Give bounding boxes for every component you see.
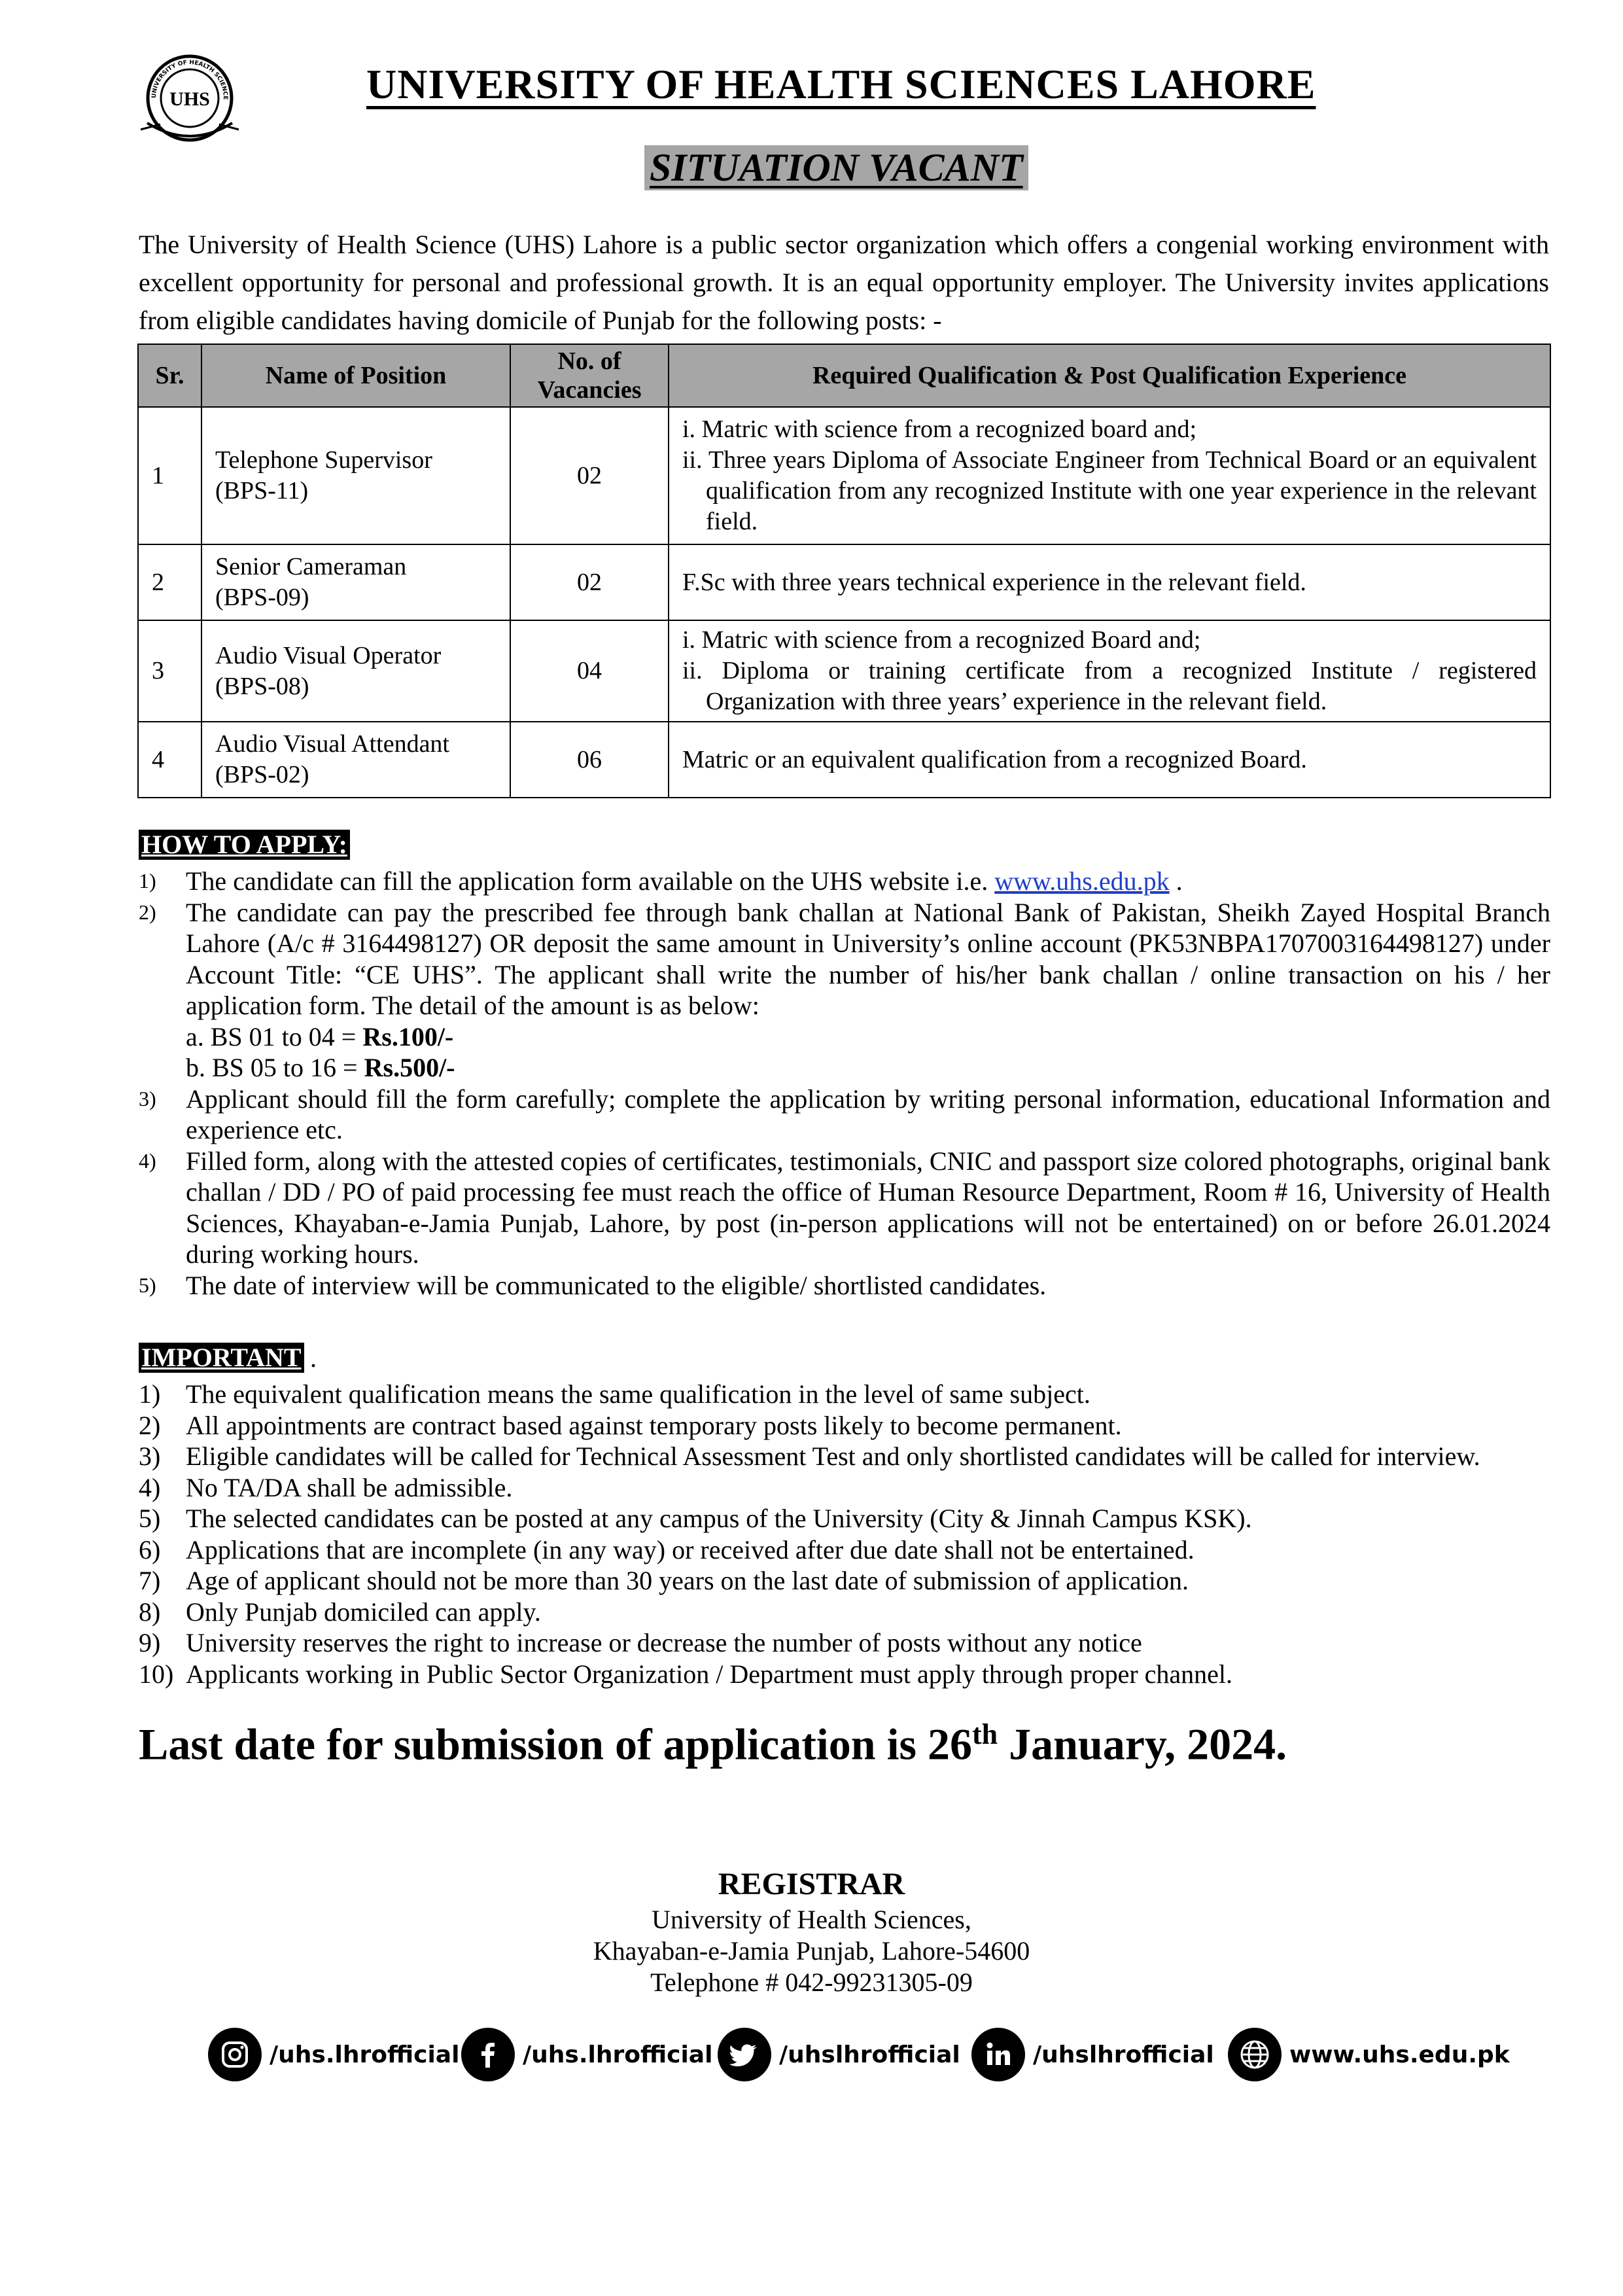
important-text: Applicants working in Public Sector Organization / Department must apply through proper channel.: [186, 1659, 1233, 1689]
heading-period: .: [310, 1343, 317, 1373]
list-number: 7): [139, 1566, 161, 1595]
list-item: [139, 1503, 1550, 1534]
fee-amount: Rs.500/-: [364, 1053, 455, 1082]
social-twitter[interactable]: [718, 2027, 960, 2082]
important-text: The selected candidates can be posted at any campus of the University (City & Jinnah Campus KSK).: [186, 1504, 1252, 1533]
table-row: [138, 722, 1550, 798]
list-number: 3): [139, 1086, 156, 1110]
list-item: [139, 1565, 1550, 1597]
row-sr: 4: [138, 722, 201, 798]
apply-step-end: .: [1169, 866, 1183, 896]
header-position: Name of Position: [201, 344, 510, 407]
list-item: [139, 1472, 1550, 1504]
list-item: [139, 1379, 1550, 1410]
header-sr: Sr.: [138, 344, 201, 407]
list-number: 1): [139, 869, 156, 892]
apply-step-text: Applicant should fill the form carefully; complete the application by writing personal information, educational Information and experience etc.: [186, 1084, 1550, 1144]
facebook-icon: [461, 2028, 515, 2081]
position-name: Audio Visual Attendant: [215, 730, 449, 758]
fee-item: [139, 1052, 1550, 1084]
qualification-line: Matric or an equivalent qualification from a recognized Board.: [682, 745, 1307, 773]
position-name: Senior Cameraman: [215, 553, 407, 580]
apply-step-text: Filled form, along with the attested copies of certificates, testimonials, CNIC and passport size colored photographs, original bank challan / DD / PO of paid processing fee must reach the office of Human Resource Department, Room # 16, University of Health Sciences, Khayaban-e-Jamia Punjab, Lahore, by post (in-person applications will not be entertained) on or before 26.01.2024 during working hours.: [186, 1146, 1550, 1269]
header-vacancies: No. of Vacancies: [510, 344, 669, 407]
fee-label: a. BS 01 to 04 =: [186, 1021, 363, 1051]
globe-icon: [1228, 2028, 1282, 2081]
list-number: 2): [139, 900, 156, 924]
list-number: 6): [139, 1534, 161, 1564]
important-text: Eligible candidates will be called for Technical Assessment Test and only shortlisted candidates will be called for interview.: [186, 1441, 1480, 1471]
last-date-text: Last date for submission of application is 26: [139, 1719, 972, 1769]
qualification-line: ii. Diploma or training certificate from a recognized Institute / registered Organization with three years’ experience in the relevant field.: [682, 657, 1537, 715]
row-vacancies: 04: [510, 620, 669, 722]
position-bps: (BPS-02): [215, 761, 309, 788]
last-date-notice: [139, 1718, 1287, 1771]
important-text: Age of applicant should not be more than 30 years on the last date of submission of application.: [186, 1566, 1189, 1595]
twitter-icon: [718, 2028, 771, 2081]
social-handle: /uhs.lhrofficial: [270, 2041, 460, 2068]
fee-amount: Rs.100/-: [362, 1021, 454, 1051]
apply-step-text: The date of interview will be communicated to the eligible/ shortlisted candidates.: [186, 1270, 1047, 1300]
position-bps: (BPS-11): [215, 477, 309, 504]
list-number: 3): [139, 1441, 161, 1471]
list-number: 5): [139, 1504, 161, 1533]
row-position: [201, 722, 510, 798]
important-text: The equivalent qualification means the same qualification in the level of same subject.: [186, 1379, 1091, 1409]
list-number: 10): [139, 1659, 174, 1689]
position-name: Telephone Supervisor: [215, 446, 432, 474]
header-qualification: Required Qualification & Post Qualification Experience: [669, 344, 1550, 407]
last-date-text-end: January, 2024.: [998, 1719, 1287, 1769]
important-text: All appointments are contract based against temporary posts likely to become permanent.: [186, 1410, 1122, 1440]
important-text: No TA/DA shall be admissible.: [186, 1472, 513, 1502]
social-facebook[interactable]: [461, 2027, 712, 2082]
row-position: [201, 407, 510, 544]
list-item: [139, 1084, 1550, 1146]
table-header-row: [138, 344, 1550, 407]
linkedin-icon: [971, 2028, 1025, 2081]
important-list: [139, 1379, 1550, 1689]
instagram-icon: [208, 2028, 262, 2081]
apply-step-text: The candidate can fill the application form available on the UHS website i.e.: [186, 866, 995, 896]
row-sr: 3: [138, 620, 201, 722]
row-qualification: [669, 544, 1550, 620]
registrar-address: [0, 1904, 1623, 1998]
address-line: Khayaban-e-Jamia Punjab, Lahore-54600: [593, 1936, 1030, 1966]
how-to-apply-list: [139, 866, 1550, 1301]
list-item: [139, 1597, 1550, 1628]
how-to-apply-heading: HOW TO APPLY:: [139, 830, 350, 860]
fee-label: b. BS 05 to 16 =: [186, 1053, 364, 1082]
row-sr: 1: [138, 407, 201, 544]
social-handle: /uhslhrofficial: [1033, 2041, 1214, 2068]
row-vacancies: 06: [510, 722, 669, 798]
row-qualification: [669, 620, 1550, 722]
social-handle: /uhs.lhrofficial: [523, 2041, 713, 2068]
uhs-logo: [134, 51, 245, 149]
list-number: 4): [139, 1472, 161, 1502]
position-bps: (BPS-09): [215, 584, 309, 611]
social-handle: /uhslhrofficial: [779, 2041, 960, 2068]
social-handle: www.uhs.edu.pk: [1289, 2041, 1510, 2068]
last-date-sup: th: [971, 1718, 998, 1750]
logo-ring-text: UNIVERSITY OF HEALTH SCIENCE: [150, 59, 229, 100]
list-item: [139, 1410, 1550, 1441]
fee-item: [139, 1021, 1550, 1053]
table-row: [138, 407, 1550, 544]
row-vacancies: 02: [510, 544, 669, 620]
list-number: 1): [139, 1379, 161, 1409]
list-item: [139, 1627, 1550, 1659]
row-sr: 2: [138, 544, 201, 620]
registrar-title: REGISTRAR: [718, 1867, 905, 1901]
important-text: Only Punjab domiciled can apply.: [186, 1597, 541, 1627]
position-bps: (BPS-08): [215, 672, 309, 700]
list-item: [139, 866, 1550, 897]
list-item: [139, 1659, 1550, 1690]
important-heading: IMPORTANT: [139, 1343, 304, 1373]
logo-text: UHS: [169, 88, 210, 110]
social-website[interactable]: [1228, 2027, 1510, 2082]
list-number: 4): [139, 1148, 156, 1173]
social-linkedin[interactable]: [971, 2027, 1214, 2082]
row-position: [201, 620, 510, 722]
list-item: [139, 1534, 1550, 1566]
uhs-website-link[interactable]: www.uhs.edu.pk: [994, 866, 1170, 896]
row-qualification: [669, 722, 1550, 798]
list-number: 8): [139, 1597, 161, 1627]
row-qualification: [669, 407, 1550, 544]
qualification-line: F.Sc with three years technical experience in the relevant field.: [682, 568, 1306, 596]
position-name: Audio Visual Operator: [215, 641, 442, 669]
intro-paragraph: The University of Health Science (UHS) Lahore is a public sector organization which offers a congenial working environment with excellent opportunity for personal and professional growth. It is an equal opportunity employer. The University invites applications from eligible candidates having domicile of Punjab for the following posts: -: [139, 230, 1549, 335]
list-number: 9): [139, 1628, 161, 1657]
row-position: [201, 544, 510, 620]
page-title: UNIVERSITY OF HEALTH SCIENCES LAHORE: [366, 61, 1316, 107]
table-row: [138, 544, 1550, 620]
list-number: 2): [139, 1410, 161, 1440]
table-row: [138, 620, 1550, 722]
list-number: 5): [139, 1273, 156, 1297]
qualification-line: ii. Three years Diploma of Associate Engineer from Technical Board or an equivalent qualification from any recognized Institute with one year experience in the relevant field.: [682, 446, 1537, 535]
social-instagram[interactable]: [208, 2027, 459, 2082]
list-item: [139, 1146, 1550, 1270]
list-item: [139, 897, 1550, 1021]
address-line: Telephone # 042-99231305-09: [650, 1968, 973, 1997]
address-line: University of Health Sciences,: [652, 1905, 971, 1934]
qualification-line: i. Matric with science from a recognized board and;: [682, 415, 1197, 443]
page-subtitle: SITUATION VACANT: [644, 145, 1028, 190]
important-text: University reserves the right to increase or decrease the number of posts without any notice: [186, 1628, 1142, 1657]
important-text: Applications that are incomplete (in any way) or received after due date shall not be entertained.: [186, 1534, 1195, 1564]
qualification-line: i. Matric with science from a recognized Board and;: [682, 626, 1201, 654]
list-item: [139, 1441, 1550, 1472]
apply-step-text: The candidate can pay the prescribed fee through bank challan at National Bank of Pakistan, Sheikh Zayed Hospital Branch Lahore (A/c # 3164498127) OR deposit the same amount in University’s online account (PK53NBPA1707003164498127) under Account Title: “CE UHS”. The applicant shall write the number of his/her bank challan / online transaction on his / her application form. The detail of the amount is as below:: [186, 897, 1550, 1020]
vacancy-table: [137, 344, 1551, 798]
list-item: [139, 1270, 1550, 1301]
row-vacancies: 02: [510, 407, 669, 544]
